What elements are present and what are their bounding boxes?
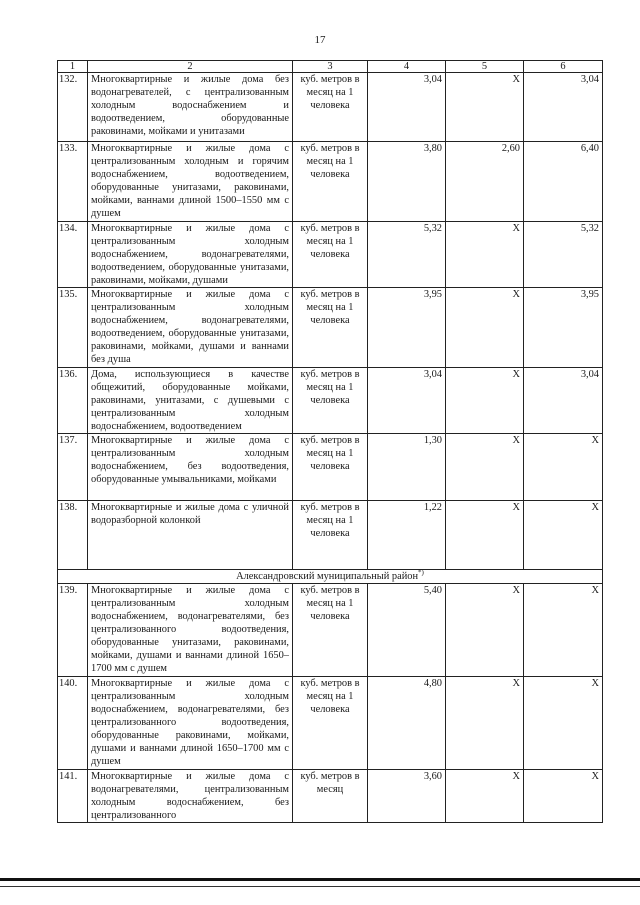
footer-rule [0,878,640,881]
table-cell-unit: куб. метров в месяц на 1 человека [293,142,368,222]
table-cell-x: 3,04 [524,73,603,142]
table-row [58,677,603,770]
column-header: 3 [293,61,368,73]
tariff-table [57,60,603,823]
table-row [58,368,603,434]
section-title [58,570,603,584]
table-cell-val: 3,95 [368,288,446,368]
footnote-mark: *) [418,569,424,577]
table-cell-num: 132. [58,73,88,142]
table-cell-desc: Многоквартирные и жилые дома с централизованным холодным водоснабжением, водонагревателями, без централизованного водоотведения, оборудованные унитазами, раковинами, мойками, душами и ваннами длиной 1650–1700 мм с душем [88,584,293,677]
column-header: 5 [446,61,524,73]
table-cell-x: Х [524,501,603,570]
table-cell-x: Х [446,368,524,434]
table-cell-num: 135. [58,288,88,368]
table-cell-val: 5,40 [368,584,446,677]
table-cell-val: 1,30 [368,434,446,501]
table-cell-val: 3,80 [368,142,446,222]
table-header-row [58,61,603,73]
table-cell-x: Х [524,434,603,501]
table-cell-x: Х [446,73,524,142]
table-cell-x: Х [446,434,524,501]
table-row [58,584,603,677]
table-cell-num: 141. [58,770,88,823]
table-cell-x: Х [446,677,524,770]
table-cell-x: Х [446,584,524,677]
table-row [58,73,603,142]
table-cell-x: Х [446,501,524,570]
table-cell-x: Х [446,288,524,368]
footer-rule [0,886,640,887]
table-cell-x: 6,40 [524,142,603,222]
table-cell-num: 134. [58,222,88,288]
table-cell-num: 138. [58,501,88,570]
table-cell-unit: куб. метров в месяц на 1 человека [293,434,368,501]
table-cell-unit: куб. метров в месяц на 1 человека [293,501,368,570]
table-cell-unit: куб. метров в месяц на 1 человека [293,73,368,142]
page-number: 17 [314,34,326,46]
column-header: 1 [58,61,88,73]
table-row [58,434,603,501]
section-row [58,570,603,584]
table-cell-unit: куб. метров в месяц на 1 человека [293,584,368,677]
table-row [58,288,603,368]
table-cell-x: 3,95 [524,288,603,368]
table-cell-x: 3,04 [524,368,603,434]
table-cell-num: 137. [58,434,88,501]
table-cell-desc: Многоквартирные и жилые дома с централизованным холодным водоснабжением, водонагревателями, без централизованного водоотведения, оборудованные раковинами, мойками, душами и ваннами длиной 1650–1700 мм с душем [88,677,293,770]
table-cell-x: 2,60 [446,142,524,222]
table-row [58,770,603,823]
table-row [58,222,603,288]
table-row [58,142,603,222]
table-cell-desc: Многоквартирные и жилые дома с централизованным холодным водоснабжением, водонагревателями, водоотведением, оборудованные унитазами, раковинами, мойками, душами [88,222,293,288]
column-header: 4 [368,61,446,73]
section-title-text: Александровский муниципальный район [236,571,419,582]
table-cell-val: 5,32 [368,222,446,288]
table-cell-num: 136. [58,368,88,434]
table-cell-x: 5,32 [524,222,603,288]
column-header: 2 [88,61,293,73]
table-cell-unit: куб. метров в месяц на 1 человека [293,222,368,288]
table-cell-val: 4,80 [368,677,446,770]
table-cell-unit: куб. метров в месяц [293,770,368,823]
table-cell-unit: куб. метров в месяц на 1 человека [293,368,368,434]
table-cell-val: 3,04 [368,73,446,142]
table-row [58,501,603,570]
table-cell-desc: Многоквартирные и жилые дома с водонагревателями, централизованным холодным водоснабжением, без централизованного [88,770,293,823]
table-cell-x: Х [446,222,524,288]
table-cell-desc: Многоквартирные и жилые дома с централизованным холодным водоснабжением, водонагревателями, водоотведением, оборудованные унитазами, раковинами, мойками, душами и ваннами без душа [88,288,293,368]
table-cell-val: 3,60 [368,770,446,823]
table-cell-val: 3,04 [368,368,446,434]
table-cell-unit: куб. метров в месяц на 1 человека [293,288,368,368]
table-cell-num: 139. [58,584,88,677]
table-cell-num: 133. [58,142,88,222]
table-cell-desc: Дома, использующиеся в качестве общежитий, оборудованные мойками, раковинами, унитазами, с душевыми с централизованным холодным водоснабжением, водоотведением [88,368,293,434]
table-cell-desc: Многоквартирные и жилые дома без водонагревателей, с централизованным холодным водоснабжением и водоотведением, оборудованные раковинами, мойками и унитазами [88,73,293,142]
column-header: 6 [524,61,603,73]
table-cell-x: Х [524,584,603,677]
table-cell-num: 140. [58,677,88,770]
table-cell-desc: Многоквартирные и жилые дома с уличной водоразборной колонкой [88,501,293,570]
table-cell-x: Х [524,677,603,770]
table-cell-x: Х [446,770,524,823]
table-cell-val: 1,22 [368,501,446,570]
table-cell-unit: куб. метров в месяц на 1 человека [293,677,368,770]
table-cell-desc: Многоквартирные и жилые дома с централизованным холодным водоснабжением, без водоотведения, оборудованные умывальниками, мойками [88,434,293,501]
table-cell-x: Х [524,770,603,823]
table-cell-desc: Многоквартирные и жилые дома с централизованным холодным и горячим водоснабжением, водоотведением, оборудованные унитазами, раковинами, мойками, ваннами длиной 1500–1550 мм с душем [88,142,293,222]
